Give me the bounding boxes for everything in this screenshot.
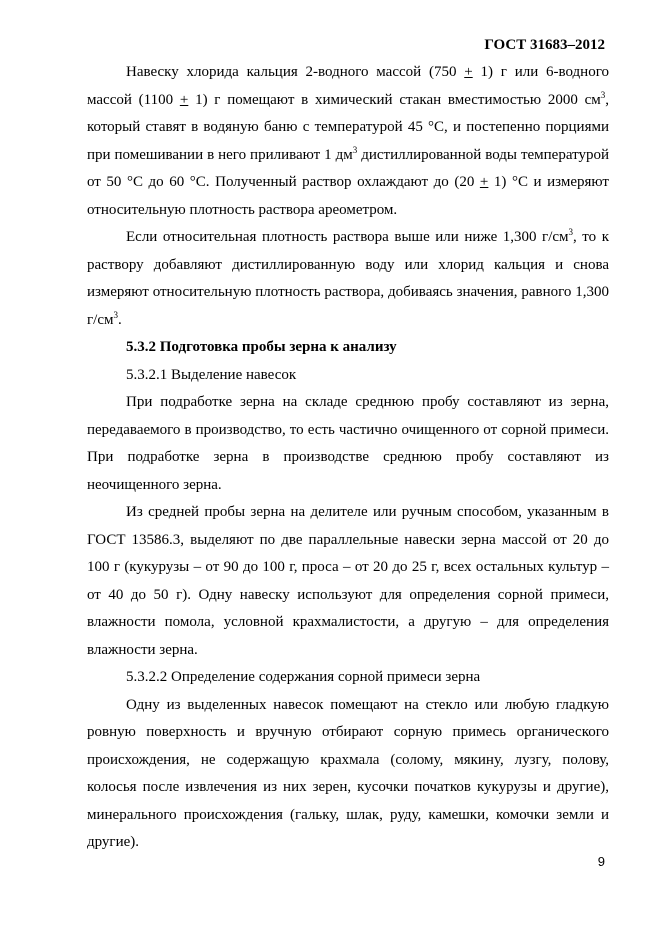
text-run: 1) °С и измеряют относительную плотность раствора ареометром. bbox=[87, 174, 609, 218]
paragraph-sample-portions: Из средней пробы зерна на делителе или ручным способом, указанным в ГОСТ 13586.3, выделяют по две параллельные навески зерна массой от 20 до 100 г (кукурузы – от 90 до 100 г, проса – от 20 до 25 г, всех остальных культур – от 40 до 50 г). Одну навеску используют для определения сорной примеси, влажности помола, условной крахмалистости, а другую – для определения влажности зерна. bbox=[87, 504, 609, 658]
paragraph-calcium-chloride-preparation bbox=[87, 59, 609, 224]
text-run: , то к раствору добавляют дистиллированную воду или хлорид кальция и снова измеряют относительную плотность раствора, добиваясь значения, равного 1,300 г/см bbox=[87, 229, 609, 328]
paragraph-average-sample: При подработке зерна на складе среднюю пробу составляют из зерна, передаваемого в производство, то есть частично очищенного от сорной примеси. При подработке зерна в производстве среднюю пробу составляют из неочищенного зерна. bbox=[87, 394, 609, 493]
subsection-heading-5-3-2-1: 5.3.2.1 Выделение навесок bbox=[126, 366, 297, 383]
plus-minus-sign: + bbox=[179, 91, 189, 108]
document-header: ГОСТ 31683–2012 bbox=[484, 37, 605, 53]
text-run: 1) г помещают в химический стакан вместимостью 2000 см bbox=[188, 91, 601, 108]
text-run: Навеску хлорида кальция 2-водного массой (750 bbox=[126, 64, 465, 80]
text-run: дистиллированной воды температурой от 50 °С до 60 °С. Полученный раствор охлаждают до (20 bbox=[87, 146, 609, 190]
text-run: Если относительная плотность раствора выше или ниже 1,300 г/см bbox=[126, 229, 569, 245]
document-body bbox=[87, 59, 609, 857]
plus-minus-sign: + bbox=[464, 64, 473, 80]
text-run: . bbox=[117, 311, 122, 328]
section-heading-5-3-2: 5.3.2 Подготовка пробы зерна к анализу bbox=[126, 339, 397, 355]
superscript: 3 bbox=[352, 144, 358, 155]
subsection-heading-5-3-2-2: 5.3.2.2 Определение содержания сорной примеси зерна bbox=[126, 669, 481, 685]
text-run: 1) г или 6-водного массой (1100 bbox=[87, 64, 609, 108]
plus-minus-sign: + bbox=[479, 174, 489, 190]
superscript: 3 bbox=[600, 89, 606, 100]
paragraph-density-adjustment bbox=[87, 224, 609, 334]
text-run: , который ставят в водяную баню с температурой 45 °С, и постепенно порциями при помешивании в него приливают 1 дм bbox=[87, 91, 609, 163]
paragraph-impurity-removal: Одну из выделенных навесок помещают на стекло или любую гладкую ровную поверхность и вручную отбирают сорную примесь органического происхождения, не содержащую крахмала (солому, мякину, лузгу, полову, колосья после извлечения из них зерен, кусочки початков кукурузы и другие), минерального происхождения (гальку, шлак, руду, камешки, комочки земли и другие). bbox=[87, 696, 609, 850]
superscript: 3 bbox=[568, 227, 574, 237]
page-number: 9 bbox=[597, 854, 605, 869]
superscript: 3 bbox=[113, 309, 118, 320]
